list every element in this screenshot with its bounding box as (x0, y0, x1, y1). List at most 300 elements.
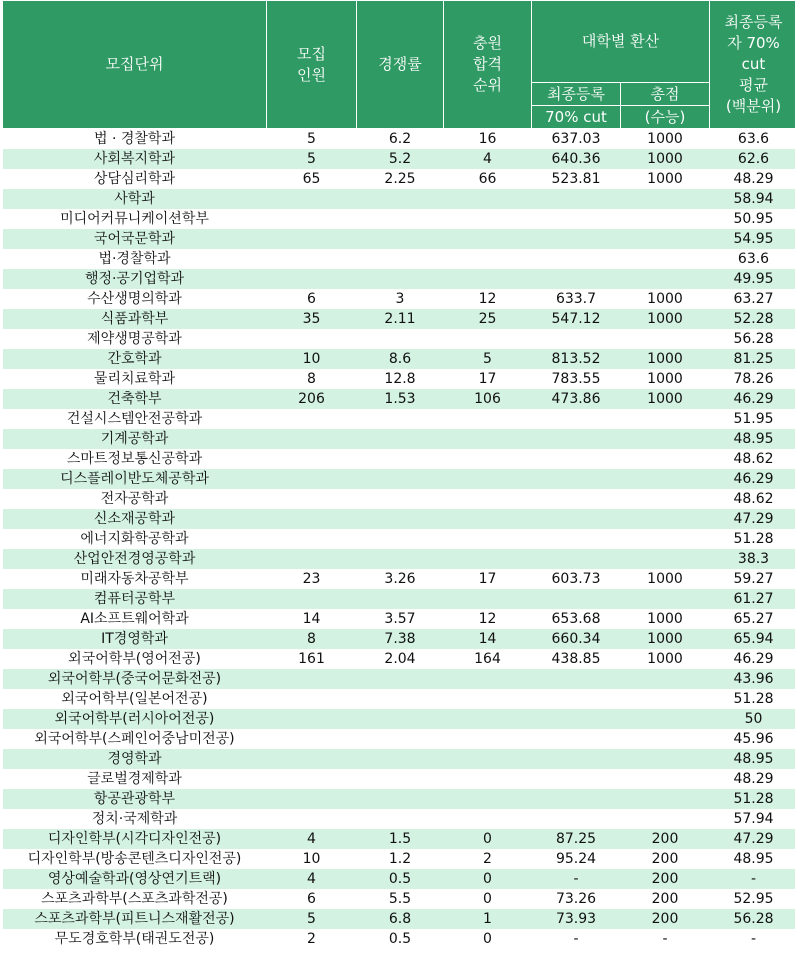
cell-competition (357, 589, 444, 609)
cell-waitlist: 14 (444, 629, 532, 649)
table-row (3, 889, 795, 909)
cell-total (621, 549, 710, 569)
table-row (3, 909, 795, 929)
table-row (3, 489, 795, 509)
cell-final-cut (532, 589, 621, 609)
cell-competition: 3 (357, 289, 444, 309)
cell-competition: 7.38 (357, 629, 444, 649)
cell-quota (267, 789, 357, 809)
cell-quota (267, 209, 357, 229)
cell-total: 1000 (621, 629, 710, 649)
cell-unit: 컴퓨터공학부 (3, 589, 267, 609)
cell-unit: 사학과 (3, 189, 267, 209)
cell-unit: 미디어커뮤니케이션학부 (3, 209, 267, 229)
cell-final-cut: 653.68 (532, 609, 621, 629)
cell-total (621, 329, 710, 349)
cell-competition (357, 429, 444, 449)
cell-unit: 기계공학과 (3, 429, 267, 449)
cell-final-cut (532, 789, 621, 809)
cell-pct-avg: 65.94 (710, 629, 795, 649)
cell-pct-avg: 56.28 (710, 909, 795, 929)
cell-quota (267, 689, 357, 709)
cell-final-cut: 813.52 (532, 349, 621, 369)
cell-unit: 정치·국제학과 (3, 809, 267, 829)
cell-quota (267, 529, 357, 549)
cell-unit: 법 · 경찰학과 (3, 129, 267, 150)
cell-unit: 물리치료학과 (3, 369, 267, 389)
cell-unit: 항공관광학부 (3, 789, 267, 809)
cell-final-cut: 640.36 (532, 149, 621, 169)
cell-waitlist: 106 (444, 389, 532, 409)
cell-final-cut: 633.7 (532, 289, 621, 309)
header-final-cut (532, 83, 621, 129)
cell-pct-avg: 81.25 (710, 349, 795, 369)
cell-final-cut (532, 529, 621, 549)
table-row (3, 429, 795, 449)
cell-unit: 건설시스템안전공학과 (3, 409, 267, 429)
cell-final-cut (532, 449, 621, 469)
cell-final-cut (532, 689, 621, 709)
cell-quota: 35 (267, 309, 357, 329)
cell-total: - (621, 929, 710, 949)
cell-competition: 5.5 (357, 889, 444, 909)
table-row (3, 329, 795, 349)
cell-competition: 2.11 (357, 309, 444, 329)
cell-competition: 2.25 (357, 169, 444, 189)
cell-total (621, 529, 710, 549)
cell-waitlist (444, 409, 532, 429)
cell-competition (357, 449, 444, 469)
cell-waitlist: 164 (444, 649, 532, 669)
cell-total (621, 449, 710, 469)
header-pct-avg: 최종등록 자 70% cut 평균 (백분위) (710, 1, 795, 129)
table-row (3, 149, 795, 169)
cell-unit: 미래자동차공학부 (3, 569, 267, 589)
cell-final-cut (532, 549, 621, 569)
cell-final-cut: - (532, 929, 621, 949)
cell-pct-avg: 50.95 (710, 209, 795, 229)
cell-quota (267, 809, 357, 829)
cell-final-cut: 473.86 (532, 389, 621, 409)
cell-final-cut: 523.81 (532, 169, 621, 189)
cell-competition: 3.26 (357, 569, 444, 589)
cell-quota (267, 589, 357, 609)
cell-quota (267, 409, 357, 429)
cell-total: 1000 (621, 309, 710, 329)
cell-competition: 3.57 (357, 609, 444, 629)
cell-pct-avg: 38.3 (710, 549, 795, 569)
table-row (3, 269, 795, 289)
cell-final-cut (532, 329, 621, 349)
cell-unit: 스마트정보통신공학과 (3, 449, 267, 469)
cell-unit: IT경영학과 (3, 629, 267, 649)
cell-unit: 수산생명의학과 (3, 289, 267, 309)
cell-quota: 4 (267, 829, 357, 849)
table-row (3, 129, 795, 150)
cell-final-cut: 95.24 (532, 849, 621, 869)
cell-waitlist: 0 (444, 869, 532, 889)
cell-waitlist (444, 249, 532, 269)
cell-final-cut (532, 229, 621, 249)
table-row (3, 749, 795, 769)
cell-unit: AI소프트웨어학과 (3, 609, 267, 629)
cell-final-cut: 547.12 (532, 309, 621, 329)
cell-final-cut: 603.73 (532, 569, 621, 589)
cell-waitlist: 0 (444, 829, 532, 849)
cell-total: 1000 (621, 569, 710, 589)
header-waitlist: 충원 합격 순위 (444, 1, 532, 129)
cell-quota: 10 (267, 349, 357, 369)
cell-unit: 건축학부 (3, 389, 267, 409)
table-row (3, 249, 795, 269)
cell-competition (357, 729, 444, 749)
cell-pct-avg: 61.27 (710, 589, 795, 609)
header-final-cut-line2: 70% cut (545, 108, 607, 126)
cell-pct-avg: 48.29 (710, 769, 795, 789)
cell-pct-avg: 45.96 (710, 729, 795, 749)
cell-waitlist (444, 269, 532, 289)
cell-final-cut (532, 189, 621, 209)
cell-competition: 0.5 (357, 929, 444, 949)
cell-final-cut (532, 489, 621, 509)
header-univ-conv: 대학별 환산 (532, 1, 710, 83)
cell-final-cut (532, 769, 621, 789)
cell-pct-avg: 48.62 (710, 489, 795, 509)
cell-total: 1000 (621, 389, 710, 409)
cell-final-cut (532, 749, 621, 769)
cell-waitlist (444, 469, 532, 489)
cell-waitlist (444, 509, 532, 529)
cell-unit: 산업안전경영공학과 (3, 549, 267, 569)
cell-competition: 1.53 (357, 389, 444, 409)
cell-waitlist (444, 529, 532, 549)
cell-waitlist (444, 429, 532, 449)
cell-unit: 사회복지학과 (3, 149, 267, 169)
cell-total (621, 709, 710, 729)
header-total-line1: 총점 (621, 83, 709, 106)
cell-quota (267, 549, 357, 569)
table-row (3, 469, 795, 489)
cell-competition (357, 809, 444, 829)
cell-pct-avg: 51.28 (710, 789, 795, 809)
cell-quota (267, 729, 357, 749)
cell-pct-avg: - (710, 869, 795, 889)
cell-total: 1000 (621, 169, 710, 189)
table-row (3, 609, 795, 629)
cell-quota (267, 249, 357, 269)
cell-total (621, 409, 710, 429)
cell-competition (357, 769, 444, 789)
cell-waitlist (444, 589, 532, 609)
cell-final-cut: 637.03 (532, 129, 621, 150)
table-row (3, 349, 795, 369)
cell-quota: 2 (267, 929, 357, 949)
table-row (3, 309, 795, 329)
cell-waitlist (444, 449, 532, 469)
cell-pct-avg: 47.29 (710, 509, 795, 529)
cell-final-cut: 438.85 (532, 649, 621, 669)
cell-final-cut (532, 429, 621, 449)
cell-competition (357, 469, 444, 489)
table-row (3, 729, 795, 749)
cell-final-cut (532, 509, 621, 529)
cell-competition (357, 669, 444, 689)
cell-competition: 2.04 (357, 649, 444, 669)
cell-waitlist: 12 (444, 289, 532, 309)
cell-waitlist (444, 789, 532, 809)
cell-unit: 영상예술학과(영상연기트랙) (3, 869, 267, 889)
cell-waitlist: 25 (444, 309, 532, 329)
cell-unit: 간호학과 (3, 349, 267, 369)
cell-unit: 스포츠과학부(스포츠과학전공) (3, 889, 267, 909)
cell-quota: 23 (267, 569, 357, 589)
cell-quota: 206 (267, 389, 357, 409)
table-row (3, 549, 795, 569)
table-row (3, 369, 795, 389)
cell-total: 200 (621, 829, 710, 849)
table-row (3, 449, 795, 469)
table-row (3, 849, 795, 869)
table-body (3, 129, 795, 950)
cell-quota: 14 (267, 609, 357, 629)
cell-unit: 외국어학부(영어전공) (3, 649, 267, 669)
cell-total (621, 469, 710, 489)
table-row (3, 409, 795, 429)
cell-competition (357, 709, 444, 729)
cell-pct-avg: 51.95 (710, 409, 795, 429)
table-row (3, 189, 795, 209)
cell-pct-avg: 58.94 (710, 189, 795, 209)
cell-quota (267, 509, 357, 529)
cell-quota (267, 449, 357, 469)
cell-waitlist: 0 (444, 889, 532, 909)
cell-waitlist (444, 489, 532, 509)
cell-total (621, 229, 710, 249)
cell-total (621, 189, 710, 209)
cell-total (621, 689, 710, 709)
cell-waitlist (444, 769, 532, 789)
cell-pct-avg: 59.27 (710, 569, 795, 589)
cell-quota (267, 429, 357, 449)
cell-final-cut: 73.26 (532, 889, 621, 909)
table-row (3, 829, 795, 849)
cell-total: 1000 (621, 349, 710, 369)
cell-total (621, 789, 710, 809)
cell-pct-avg: 48.95 (710, 429, 795, 449)
table-row (3, 289, 795, 309)
cell-unit: 전자공학과 (3, 489, 267, 509)
cell-total: 200 (621, 869, 710, 889)
header-unit: 모집단위 (3, 1, 267, 129)
cell-final-cut: 87.25 (532, 829, 621, 849)
cell-waitlist (444, 809, 532, 829)
cell-total: 200 (621, 889, 710, 909)
cell-quota (267, 749, 357, 769)
cell-pct-avg: 65.27 (710, 609, 795, 629)
cell-unit: 외국어학부(스페인어중남미전공) (3, 729, 267, 749)
cell-pct-avg: 52.95 (710, 889, 795, 909)
cell-total (621, 669, 710, 689)
cell-total: 1000 (621, 289, 710, 309)
cell-competition (357, 749, 444, 769)
cell-unit: 행정·공기업학과 (3, 269, 267, 289)
cell-competition (357, 209, 444, 229)
cell-pct-avg: 63.27 (710, 289, 795, 309)
cell-total (621, 269, 710, 289)
cell-competition (357, 529, 444, 549)
cell-unit: 법·경찰학과 (3, 249, 267, 269)
cell-competition: 8.6 (357, 349, 444, 369)
cell-competition (357, 689, 444, 709)
cell-pct-avg: 48.95 (710, 849, 795, 869)
cell-pct-avg: 57.94 (710, 809, 795, 829)
cell-quota: 10 (267, 849, 357, 869)
cell-total (621, 489, 710, 509)
cell-pct-avg: 51.28 (710, 529, 795, 549)
cell-quota (267, 669, 357, 689)
cell-quota: 5 (267, 909, 357, 929)
cell-waitlist: 0 (444, 929, 532, 949)
cell-total: 1000 (621, 649, 710, 669)
cell-pct-avg: 48.95 (710, 749, 795, 769)
cell-total (621, 249, 710, 269)
cell-pct-avg: 56.28 (710, 329, 795, 349)
cell-competition: 0.5 (357, 869, 444, 889)
cell-pct-avg: 50 (710, 709, 795, 729)
cell-unit: 국어국문학과 (3, 229, 267, 249)
cell-unit: 제약생명공학과 (3, 329, 267, 349)
table-row (3, 809, 795, 829)
cell-competition (357, 409, 444, 429)
cell-competition (357, 789, 444, 809)
cell-total (621, 209, 710, 229)
cell-unit: 외국어학부(중국어문화전공) (3, 669, 267, 689)
cell-quota: 8 (267, 369, 357, 389)
table-row (3, 689, 795, 709)
cell-pct-avg: 54.95 (710, 229, 795, 249)
cell-unit: 외국어학부(러시아어전공) (3, 709, 267, 729)
table-row (3, 669, 795, 689)
cell-total (621, 809, 710, 829)
cell-quota (267, 269, 357, 289)
cell-quota (267, 229, 357, 249)
cell-pct-avg: 43.96 (710, 669, 795, 689)
cell-quota: 8 (267, 629, 357, 649)
cell-waitlist (444, 749, 532, 769)
cell-pct-avg: 63.6 (710, 129, 795, 150)
cell-pct-avg: 78.26 (710, 369, 795, 389)
cell-quota: 5 (267, 129, 357, 150)
cell-total: 1000 (621, 149, 710, 169)
cell-pct-avg: 46.29 (710, 469, 795, 489)
cell-waitlist: 66 (444, 169, 532, 189)
table-row (3, 529, 795, 549)
cell-unit: 외국어학부(일본어전공) (3, 689, 267, 709)
cell-total (621, 589, 710, 609)
cell-final-cut (532, 249, 621, 269)
table-row (3, 209, 795, 229)
cell-unit: 디스플레이반도체공학과 (3, 469, 267, 489)
cell-quota: 4 (267, 869, 357, 889)
cell-pct-avg: 48.62 (710, 449, 795, 469)
admission-results-table (2, 0, 795, 949)
cell-quota: 65 (267, 169, 357, 189)
table-row (3, 509, 795, 529)
cell-competition: 6.2 (357, 129, 444, 150)
cell-quota (267, 709, 357, 729)
table-row (3, 649, 795, 669)
cell-quota: 6 (267, 889, 357, 909)
cell-competition (357, 549, 444, 569)
cell-pct-avg: 62.6 (710, 149, 795, 169)
cell-quota: 161 (267, 649, 357, 669)
cell-pct-avg: 46.29 (710, 389, 795, 409)
cell-unit: 상담심리학과 (3, 169, 267, 189)
cell-unit: 에너지화학공학과 (3, 529, 267, 549)
header-quota: 모집 인원 (267, 1, 357, 129)
cell-unit: 디자인학부(방송콘텐츠디자인전공) (3, 849, 267, 869)
cell-unit: 경영학과 (3, 749, 267, 769)
cell-total (621, 729, 710, 749)
cell-final-cut: 660.34 (532, 629, 621, 649)
cell-final-cut: 783.55 (532, 369, 621, 389)
cell-total: 1000 (621, 129, 710, 150)
cell-unit: 신소재공학과 (3, 509, 267, 529)
cell-final-cut (532, 729, 621, 749)
cell-pct-avg: 46.29 (710, 649, 795, 669)
cell-total (621, 749, 710, 769)
cell-waitlist (444, 689, 532, 709)
cell-final-cut (532, 269, 621, 289)
cell-waitlist: 4 (444, 149, 532, 169)
cell-waitlist (444, 709, 532, 729)
cell-waitlist: 17 (444, 569, 532, 589)
cell-final-cut: 73.93 (532, 909, 621, 929)
cell-total (621, 429, 710, 449)
cell-competition: 1.2 (357, 849, 444, 869)
table-row (3, 569, 795, 589)
cell-unit: 디자인학부(시각디자인전공) (3, 829, 267, 849)
cell-waitlist: 17 (444, 369, 532, 389)
cell-competition (357, 249, 444, 269)
cell-pct-avg: 49.95 (710, 269, 795, 289)
cell-competition (357, 489, 444, 509)
table-row (3, 789, 795, 809)
cell-pct-avg: 51.28 (710, 689, 795, 709)
cell-competition (357, 189, 444, 209)
cell-final-cut: - (532, 869, 621, 889)
cell-quota: 5 (267, 149, 357, 169)
header-total (621, 83, 710, 129)
cell-quota (267, 769, 357, 789)
cell-waitlist (444, 229, 532, 249)
cell-pct-avg: 52.28 (710, 309, 795, 329)
cell-total: 1000 (621, 609, 710, 629)
header-total-line2: (수능) (644, 108, 686, 126)
cell-competition: 1.5 (357, 829, 444, 849)
cell-total (621, 769, 710, 789)
cell-final-cut (532, 409, 621, 429)
cell-waitlist: 5 (444, 349, 532, 369)
table-row (3, 769, 795, 789)
table-row (3, 389, 795, 409)
cell-competition: 12.8 (357, 369, 444, 389)
cell-quota (267, 189, 357, 209)
cell-waitlist (444, 329, 532, 349)
table-row (3, 869, 795, 889)
cell-total: 200 (621, 849, 710, 869)
table-row (3, 709, 795, 729)
